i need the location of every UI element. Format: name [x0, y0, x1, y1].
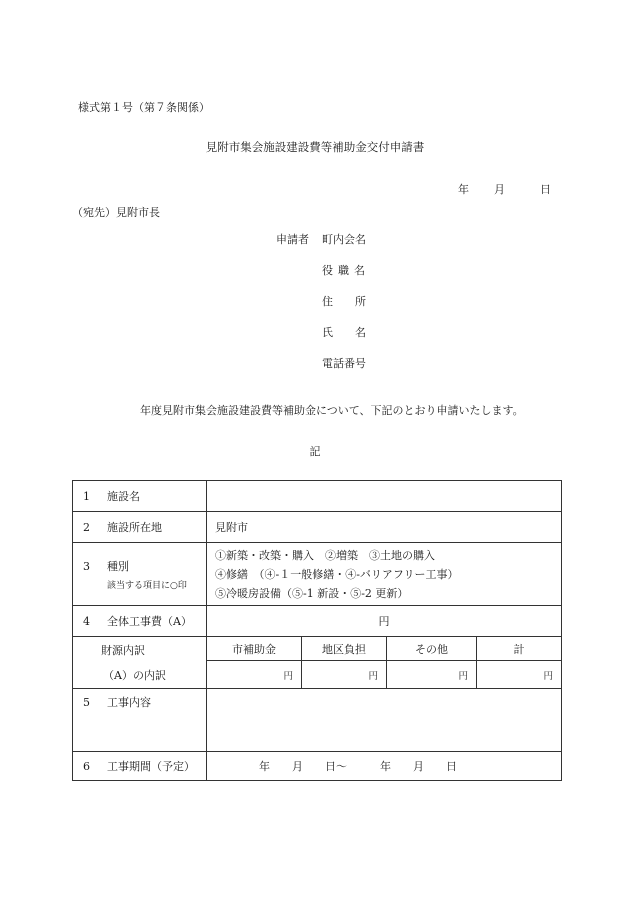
date-day: 日	[540, 183, 551, 196]
funding-city-field[interactable]: 円	[207, 661, 302, 689]
yen-unit: 円	[378, 615, 390, 628]
kind-option-hvac[interactable]: ⑤冷暖房設備（⑤-1 新設・⑤-2 更新）	[215, 586, 409, 600]
kind-option-new-build[interactable]: ①新築・改築・購入 ②増築 ③土地の購入	[215, 548, 435, 562]
facility-location-label-cell	[73, 512, 207, 543]
row-number: 3	[83, 559, 90, 573]
applicant-field-phone: 電話番号	[322, 357, 366, 370]
work-content-field[interactable]	[207, 689, 562, 752]
facility-location-label: 施設所在地	[107, 521, 162, 534]
kind-options-cell[interactable]	[207, 543, 562, 606]
funding-header-total: 計	[477, 637, 562, 661]
table-row	[73, 606, 562, 637]
row-number: 1	[83, 490, 90, 503]
row-number: 4	[83, 615, 90, 628]
work-period-field[interactable]: 年 月 日～ 年 月 日	[207, 752, 562, 781]
table-row	[73, 752, 562, 781]
kind-label: 種別	[107, 559, 129, 573]
table-row	[73, 689, 562, 752]
facility-name-field[interactable]	[207, 481, 562, 512]
request-statement: 年度見附市集会施設建設費等補助金について、下記のとおり申請いたします。	[140, 404, 524, 417]
table-row	[73, 637, 562, 661]
applicant-field-address: 住 所	[322, 295, 366, 308]
applicant-field-name: 氏 名	[322, 326, 366, 339]
applicant-label: 申請者	[276, 233, 309, 246]
form-title: 見附市集会施設建設費等補助金交付申請書	[205, 140, 425, 154]
funding-header-other: その他	[387, 637, 477, 661]
funding-sublabel: （A）の内訳	[103, 669, 166, 682]
date-month: 月	[494, 183, 505, 196]
total-cost-field[interactable]	[207, 606, 562, 637]
row-number: 5	[83, 696, 90, 709]
kind-note: 該当する項目に○印	[107, 580, 187, 591]
row-number: 2	[83, 521, 90, 534]
kind-option-repair[interactable]: ④修繕 （④-１一般修繕・④-バリアフリー工事）	[215, 567, 459, 581]
facility-location-field[interactable]: 見附市	[207, 512, 562, 543]
funding-breakdown-label-cell	[73, 637, 207, 689]
funding-label: 財源内訳	[101, 644, 145, 657]
work-content-label-cell	[73, 689, 207, 752]
table-row	[73, 543, 562, 606]
ki-marker: 記	[309, 445, 321, 458]
application-table	[72, 480, 562, 781]
facility-name-label: 施設名	[107, 490, 140, 503]
work-period-label-cell	[73, 752, 207, 781]
funding-other-field[interactable]: 円	[387, 661, 477, 689]
total-cost-label: 全体工事費（A）	[107, 615, 192, 628]
funding-total-field[interactable]: 円	[477, 661, 562, 689]
date-year: 年	[458, 183, 469, 196]
work-period-label: 工事期間（予定）	[107, 760, 195, 773]
table-row	[73, 512, 562, 543]
addressee: （宛先）見附市長	[72, 206, 160, 219]
table-row	[73, 481, 562, 512]
work-content-label: 工事内容	[107, 696, 151, 709]
applicant-field-town: 町内会名	[322, 233, 366, 246]
form-number: 様式第１号（第７条関係）	[78, 101, 210, 114]
funding-header-district: 地区負担	[302, 637, 387, 661]
kind-label-cell	[73, 543, 207, 606]
row-number: 6	[83, 760, 90, 773]
facility-name-label-cell	[73, 481, 207, 512]
total-cost-label-cell	[73, 606, 207, 637]
funding-district-field[interactable]: 円	[302, 661, 387, 689]
funding-header-city: 市補助金	[207, 637, 302, 661]
applicant-field-position: 役職名	[322, 264, 370, 277]
